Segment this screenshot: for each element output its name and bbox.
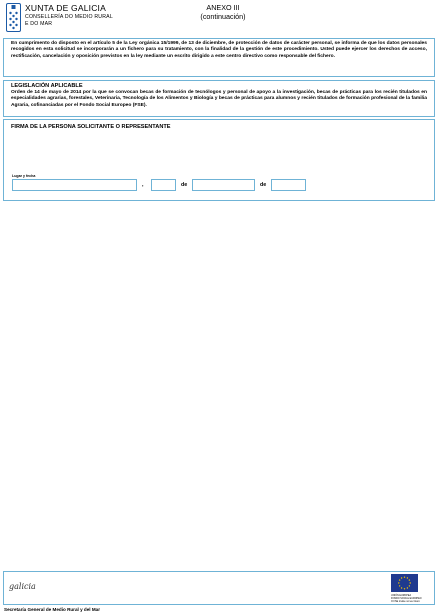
- de-separator-1: de: [181, 182, 188, 188]
- department-line-1: CONSELLERÍA DO MEDIO RURAL: [25, 14, 113, 20]
- footer-box: [3, 571, 435, 605]
- document-header: [0, 0, 439, 38]
- legislation-box: [3, 80, 435, 117]
- legislation-heading: LEGISLACIÓN APLICABLE: [11, 83, 83, 89]
- org-name: XUNTA DE GALICIA: [25, 3, 106, 13]
- day-field[interactable]: [151, 179, 176, 191]
- annex-subtitle: (continuación): [200, 12, 246, 21]
- signature-box: [3, 119, 435, 201]
- annex-title: ANEXO III: [206, 3, 240, 12]
- department-line-2: E DO MAR: [25, 21, 53, 27]
- comma-separator: ,: [142, 182, 144, 188]
- eu-caption-1: UNIÓN EUROPEA: [391, 594, 412, 597]
- place-field[interactable]: [12, 179, 137, 191]
- eu-caption-2: FONDO SOCIAL EUROPEO: [391, 597, 422, 600]
- month-field[interactable]: [192, 179, 255, 191]
- galicia-logo: galicia: [9, 582, 36, 591]
- secretariat-footer-text: Secretaría General de Medio Rural y del Mar: [4, 607, 100, 612]
- year-field[interactable]: [271, 179, 306, 191]
- place-date-label: Lugar y fecha: [12, 174, 36, 178]
- data-protection-text: En cumprimento do disposto en el artículo 5 de la Ley orgánica 15/1999, de 13 de diciembre, de protección de datos de carácter personal, se informa de que los datos personales recogidos en esta solicitud se incorporarán a un fichero para su tratamiento, con la finalidad de la gestión de este procedimiento. Usted puede ejercer los derechos de acceso, rectificación, cancelación y oposición previstos en la ley mediante un escrito dirigido a este centro directivo como responsable del fichero.: [11, 41, 427, 59]
- legislation-text: Orden de 14 de mayo de 2014 por la que se convocan becas de formación de tecnólogos y personal de apoyo a la investigación, becas de prácticas para los recién titulados en especialidades agrarias, forestales, Veterinaria, Tecnología de los Alimentos y Biología y becas de prácticas para alumnos y recién titulados de formación profesional de la familia Agraria, cofinanciadas por el Fondo Social Europeo (FSE).: [11, 90, 427, 108]
- eu-flag-icon: [391, 574, 418, 592]
- data-protection-box: [3, 38, 435, 77]
- eu-caption-3: O FSE inviste no teu futuro: [391, 600, 420, 603]
- xunta-shield-icon: [6, 3, 21, 32]
- de-separator-2: de: [260, 182, 267, 188]
- signature-heading: FIRMA DE LA PERSONA SOLICITANTE O REPRESENTANTE: [11, 124, 171, 130]
